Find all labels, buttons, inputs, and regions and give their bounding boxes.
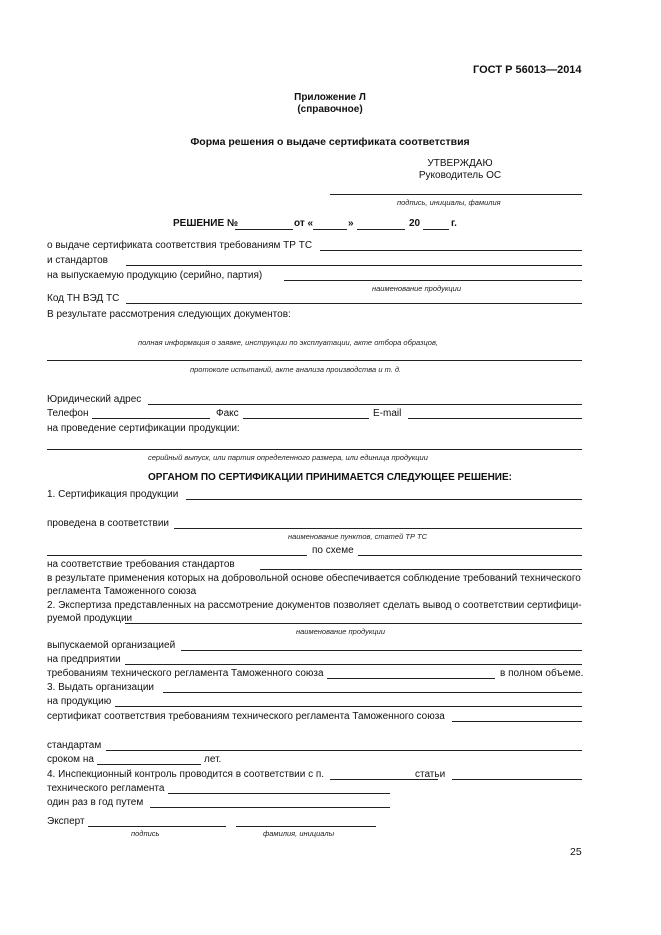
decision-year: 20	[409, 218, 421, 229]
expert-name-caption: фамилия, инициалы	[263, 829, 335, 838]
docs-caption-1: полная информация о заявке, инструкции по эксплуатации, акте отбора образцов,	[138, 338, 438, 347]
issue-line	[320, 250, 582, 251]
decision-day-line	[313, 229, 347, 230]
full-label: в полном объеме.	[500, 668, 584, 679]
decision-year-suffix: г.	[451, 218, 457, 229]
produced-label: выпускаемой организацией	[47, 640, 176, 651]
for-product-label: на продукцию	[47, 696, 112, 707]
stds-req-label: на соответствие требования стандартов	[47, 559, 235, 570]
p4-label: 4. Инспекционный контроль проводится в соответствии с п.	[47, 769, 325, 780]
standards2-label: стандартам	[47, 740, 102, 751]
p1-line	[186, 499, 582, 500]
p3-line	[163, 692, 582, 693]
fax-label: Факс	[216, 408, 239, 419]
cert-conduct-label: на проведение сертификации продукции:	[47, 423, 240, 434]
standards2-line	[106, 750, 582, 751]
standards-line	[126, 265, 582, 266]
fax-line	[243, 418, 369, 419]
tnved-line	[126, 303, 582, 304]
approval-sign-caption: подпись, инициалы, фамилия	[397, 198, 501, 207]
scheme-label: по схеме	[312, 545, 354, 556]
for-product-line	[115, 706, 582, 707]
p2-line-b: руемой продукции	[47, 613, 133, 624]
address-label: Юридический адрес	[47, 394, 142, 405]
review-label: В результате рассмотрения следующих документов:	[47, 309, 291, 320]
series-caption: серийный выпуск, или партия определенного размера, или единица продукции	[148, 453, 428, 462]
scheme-pre-line	[47, 555, 307, 556]
produced-line	[181, 650, 582, 651]
requirements-label: требованиям технического регламента Таможенного союза	[47, 668, 324, 679]
scheme-line	[358, 555, 582, 556]
email-line	[408, 418, 582, 419]
address-line	[148, 404, 582, 405]
voluntary-2: регламента Таможенного союза	[47, 586, 197, 597]
decision-year-line	[423, 229, 449, 230]
approval-sign-line	[330, 194, 582, 195]
annex-subtitle: (справочное)	[297, 104, 363, 115]
expert-label: Эксперт	[47, 816, 85, 827]
p2-line	[125, 623, 582, 624]
series-line	[47, 449, 582, 450]
voluntary-1: в результате применения которых на добровольной основе обеспечивается соблюдение требований технического	[47, 573, 581, 584]
standards-label: и стандартов	[47, 255, 108, 266]
p1-label: 1. Сертификация продукции	[47, 489, 179, 500]
email-label: E-mail	[373, 408, 402, 419]
enterprise-label: на предприятии	[47, 654, 121, 665]
docs-line	[47, 360, 582, 361]
conducted-label: проведена в соответствии	[47, 518, 169, 529]
once-line	[150, 807, 390, 808]
enterprise-line	[125, 664, 582, 665]
product-caption: наименование продукции	[372, 284, 462, 293]
docs-caption-2: протоколе испытаний, акте анализа производства и т. д.	[190, 365, 402, 374]
certificate-label: сертификат соответствия требованиям технического регламента Таможенного союза	[47, 711, 445, 722]
p2-caption: наименование продукции	[296, 627, 386, 636]
stds-req-line	[260, 569, 582, 570]
expert-sign-line	[88, 826, 226, 827]
head-label: Руководитель ОС	[418, 170, 502, 181]
product-label: на выпускаемую продукцию (серийно, партия)	[47, 270, 263, 281]
expert-sign-caption: подпись	[131, 829, 160, 838]
phone-label: Телефон	[47, 408, 89, 419]
issue-label: о выдаче сертификата соответствия требованиям ТР ТС	[47, 240, 313, 251]
decision-label: РЕШЕНИЕ №	[173, 218, 239, 229]
form-title: Форма решения о выдаче сертификата соответствия	[190, 136, 470, 148]
decision-number-line	[235, 229, 293, 230]
annex-title: Приложение Л	[294, 92, 366, 103]
years-label: лет.	[204, 754, 222, 765]
certificate-line	[452, 721, 582, 722]
decision-quote: »	[348, 218, 354, 229]
items-caption: наименование пунктов, статей ТР ТС	[288, 532, 428, 541]
approve-label: УТВЕРЖДАЮ	[427, 158, 493, 169]
term-label: сроком на	[47, 754, 94, 765]
decision-month-line	[357, 229, 405, 230]
decision-heading: ОРГАНОМ ПО СЕРТИФИКАЦИИ ПРИНИМАЕТСЯ СЛЕДУЮЩЕЕ РЕШЕНИЕ:	[148, 472, 512, 483]
phone-line	[92, 418, 210, 419]
once-label: один раз в год путем	[47, 797, 144, 808]
decision-from: от «	[294, 218, 314, 229]
conducted-line	[174, 528, 582, 529]
tnved-label: Код ТН ВЭД ТС	[47, 293, 120, 304]
tech-reg-label: технического регламента	[47, 783, 165, 794]
article-line	[452, 779, 582, 780]
requirements-line	[327, 678, 495, 679]
page-number: 25	[570, 846, 582, 858]
term-line	[97, 764, 201, 765]
product-line	[284, 280, 582, 281]
tech-reg-line	[168, 793, 390, 794]
article-label: статьи	[415, 769, 446, 780]
p2-line-a: 2. Экспертиза представленных на рассмотрение документов позволяет сделать вывод о соответствии сертифици-	[47, 600, 582, 611]
p3-label: 3. Выдать организации	[47, 682, 154, 693]
expert-name-line	[236, 826, 376, 827]
standard-number: ГОСТ Р 56013—2014	[473, 64, 582, 76]
